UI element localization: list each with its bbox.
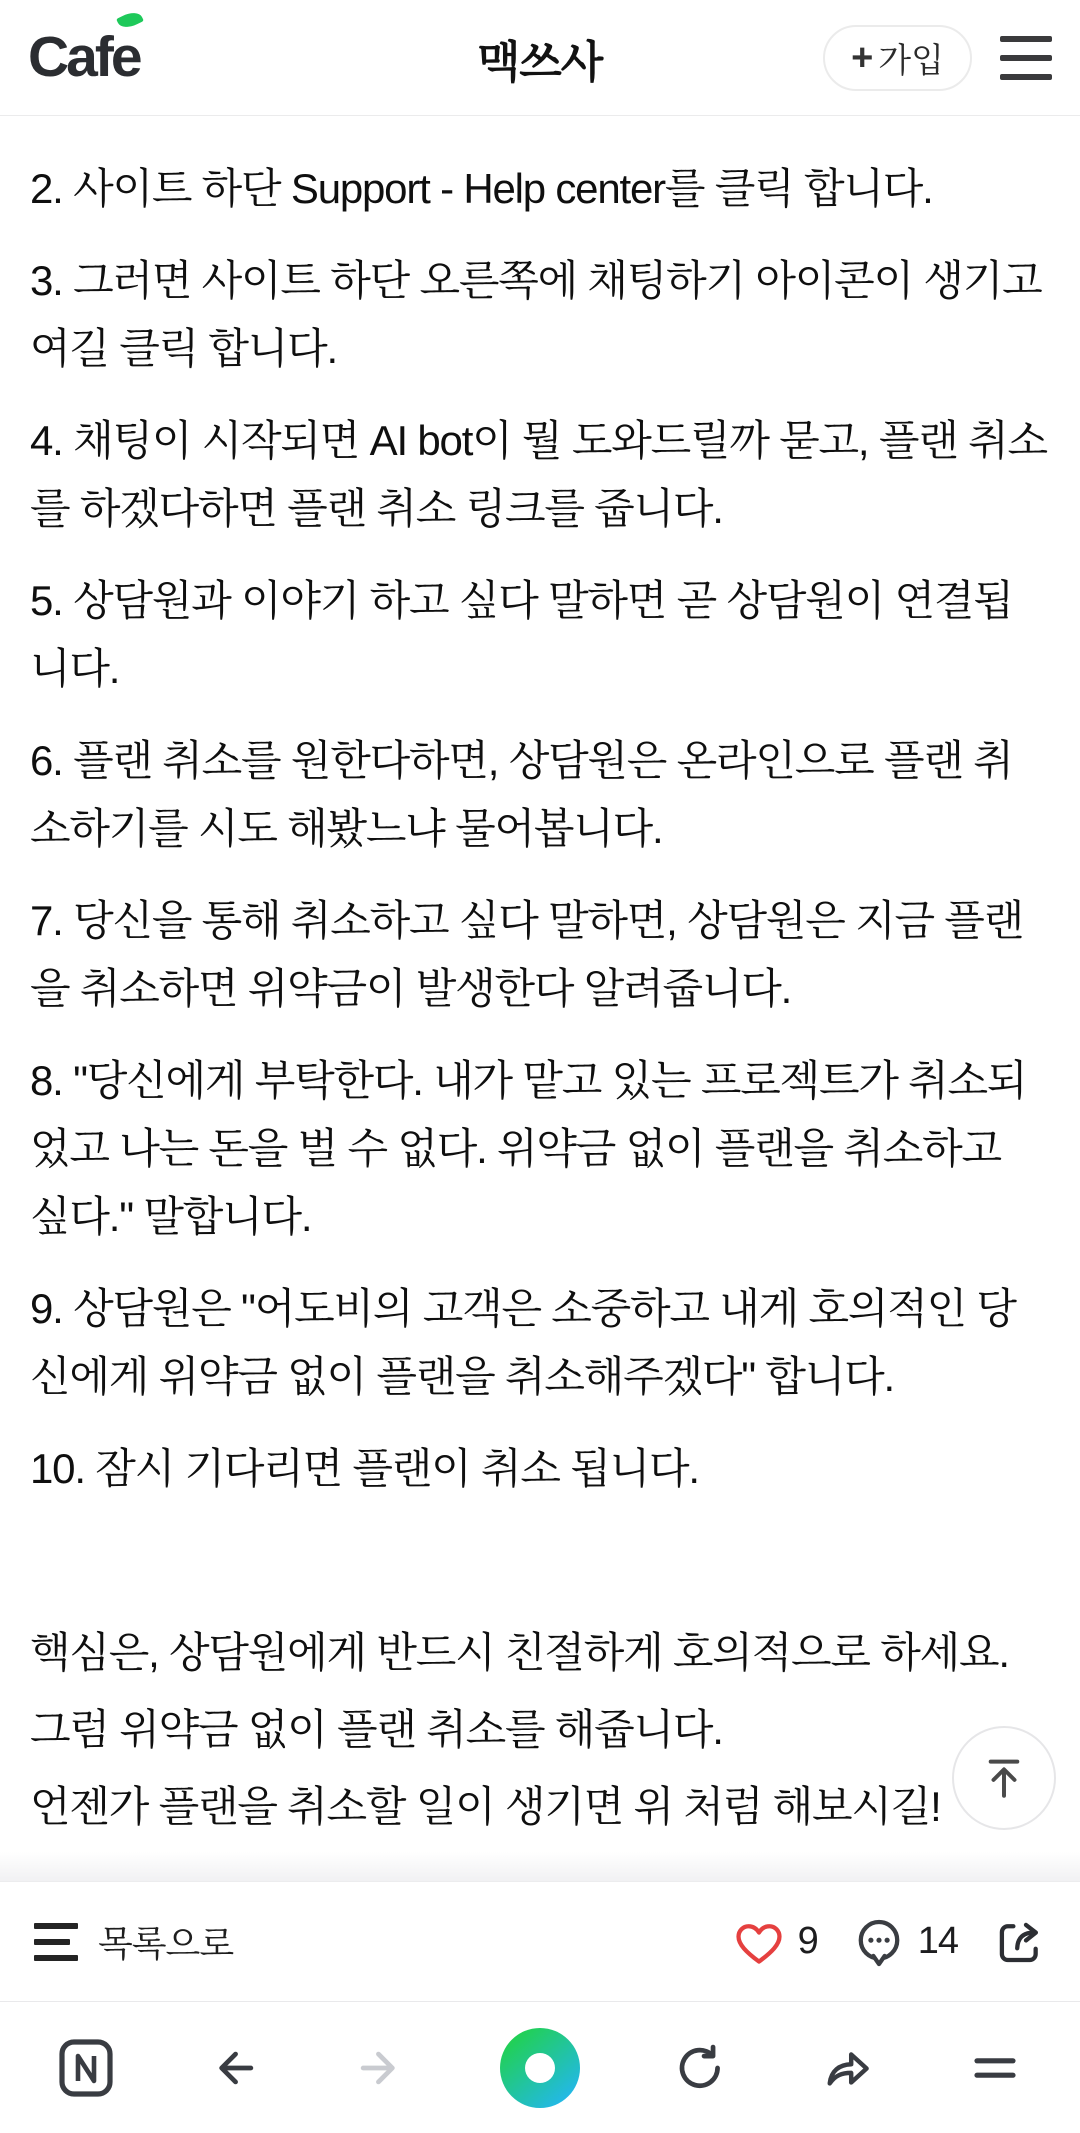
cafe-logo[interactable] bbox=[28, 25, 140, 89]
green-dot-icon bbox=[500, 2028, 580, 2108]
join-button-label: 가입 bbox=[878, 42, 944, 80]
toolbar-actions bbox=[732, 1915, 1046, 1969]
post-paragraph: 5. 상담원과 이야기 하고 싶다 말하면 곧 상담원이 연결됩니다. bbox=[30, 577, 1013, 692]
forward-button[interactable] bbox=[353, 2041, 407, 2095]
back-arrow-icon bbox=[207, 2041, 261, 2095]
like-count: 9 bbox=[797, 1920, 818, 1962]
plus-icon: + bbox=[851, 36, 874, 79]
post-paragraph: 10. 잠시 기다리면 플랜이 취소 됩니다. bbox=[30, 1445, 699, 1492]
header-actions bbox=[823, 25, 1052, 91]
hamburger-menu-icon[interactable] bbox=[1000, 36, 1052, 80]
post-body bbox=[0, 117, 1080, 1841]
share-button[interactable] bbox=[992, 1915, 1046, 1969]
post-paragraph: 3. 그러면 사이트 하단 오른쪽에 채팅하기 아이콘이 생기고 여길 클릭 합니다. bbox=[30, 257, 1042, 372]
cafe-logo-text: Caf bbox=[28, 25, 111, 89]
go-to-list-label: 목록으로 bbox=[98, 1923, 234, 1964]
post-paragraph: 9. 상담원은 "어도비의 고객은 소중하고 내게 호의적인 당신에게 위약금 없이 플랜을 취소해주겠다" 합니다. bbox=[30, 1285, 1016, 1400]
browser-nav-bar bbox=[0, 2001, 1080, 2133]
arrow-up-to-top-icon bbox=[976, 1750, 1032, 1806]
post-paragraph: 2. 사이트 하단 Support - Help center를 클릭 합니다. bbox=[30, 165, 933, 212]
back-button[interactable] bbox=[207, 2041, 261, 2095]
post-paragraph: 8. "당신에게 부탁한다. 내가 맡고 있는 프로젝트가 취소되었고 나는 돈을 벌 수 없다. 위약금 없이 플랜을 취소하고 싶다." 말합니다. bbox=[30, 1057, 1027, 1240]
comment-button[interactable] bbox=[852, 1915, 958, 1969]
tabs-menu-button[interactable] bbox=[968, 2041, 1022, 2095]
naver-home-button[interactable] bbox=[58, 2037, 114, 2099]
naver-n-icon bbox=[58, 2037, 114, 2099]
share-icon bbox=[992, 1915, 1046, 1969]
header bbox=[0, 0, 1080, 116]
post-paragraph: 4. 채팅이 시작되면 AI bot이 뭘 도와드릴까 묻고, 플랜 취소를 하겠다하면 플랜 취소 링크를 줍니다. bbox=[30, 417, 1047, 532]
refresh-icon bbox=[673, 2041, 727, 2095]
post-toolbar bbox=[0, 1881, 1080, 2001]
like-button[interactable] bbox=[732, 1915, 818, 1969]
join-button[interactable] bbox=[823, 25, 972, 91]
forward-arrow-icon bbox=[353, 2041, 407, 2095]
scroll-to-top-button[interactable] bbox=[952, 1726, 1056, 1830]
post-paragraph: 그럼 위약금 없이 플랜 취소를 해줍니다. bbox=[30, 1706, 723, 1753]
tabs-menu-icon bbox=[968, 2041, 1022, 2095]
green-dot-button[interactable] bbox=[500, 2028, 580, 2108]
refresh-button[interactable] bbox=[673, 2041, 727, 2095]
forward-share-icon bbox=[819, 2040, 875, 2096]
comment-bubble-icon bbox=[852, 1915, 906, 1969]
go-to-list-button[interactable] bbox=[34, 1916, 233, 1967]
cafe-logo-accent-letter: e bbox=[110, 25, 140, 89]
post-paragraph: 언젠가 플랜을 취소할 일이 생기면 위 처럼 해보시길! bbox=[30, 1783, 941, 1830]
post-paragraph: 7. 당신을 통해 취소하고 싶다 말하면, 상담원은 지금 플랜을 취소하면 위약금이 발생한다 알려줍니다. bbox=[30, 897, 1024, 1012]
list-icon bbox=[34, 1923, 78, 1961]
heart-icon bbox=[732, 1915, 786, 1969]
comment-count: 14 bbox=[917, 1920, 958, 1962]
post-paragraph: 6. 플랜 취소를 원한다하면, 상담원은 온라인으로 플랜 취소하기를 시도 해봤느냐 물어봅니다. bbox=[30, 737, 1013, 852]
post-paragraph: 핵심은, 상담원에게 반드시 친절하게 호의적으로 하세요. bbox=[30, 1629, 1009, 1676]
content-bottom-fade bbox=[0, 1852, 1080, 1881]
share-page-button[interactable] bbox=[819, 2040, 875, 2096]
post-blank-line bbox=[30, 1527, 1050, 1595]
cafe-title: 맥쓰사 bbox=[477, 37, 603, 87]
